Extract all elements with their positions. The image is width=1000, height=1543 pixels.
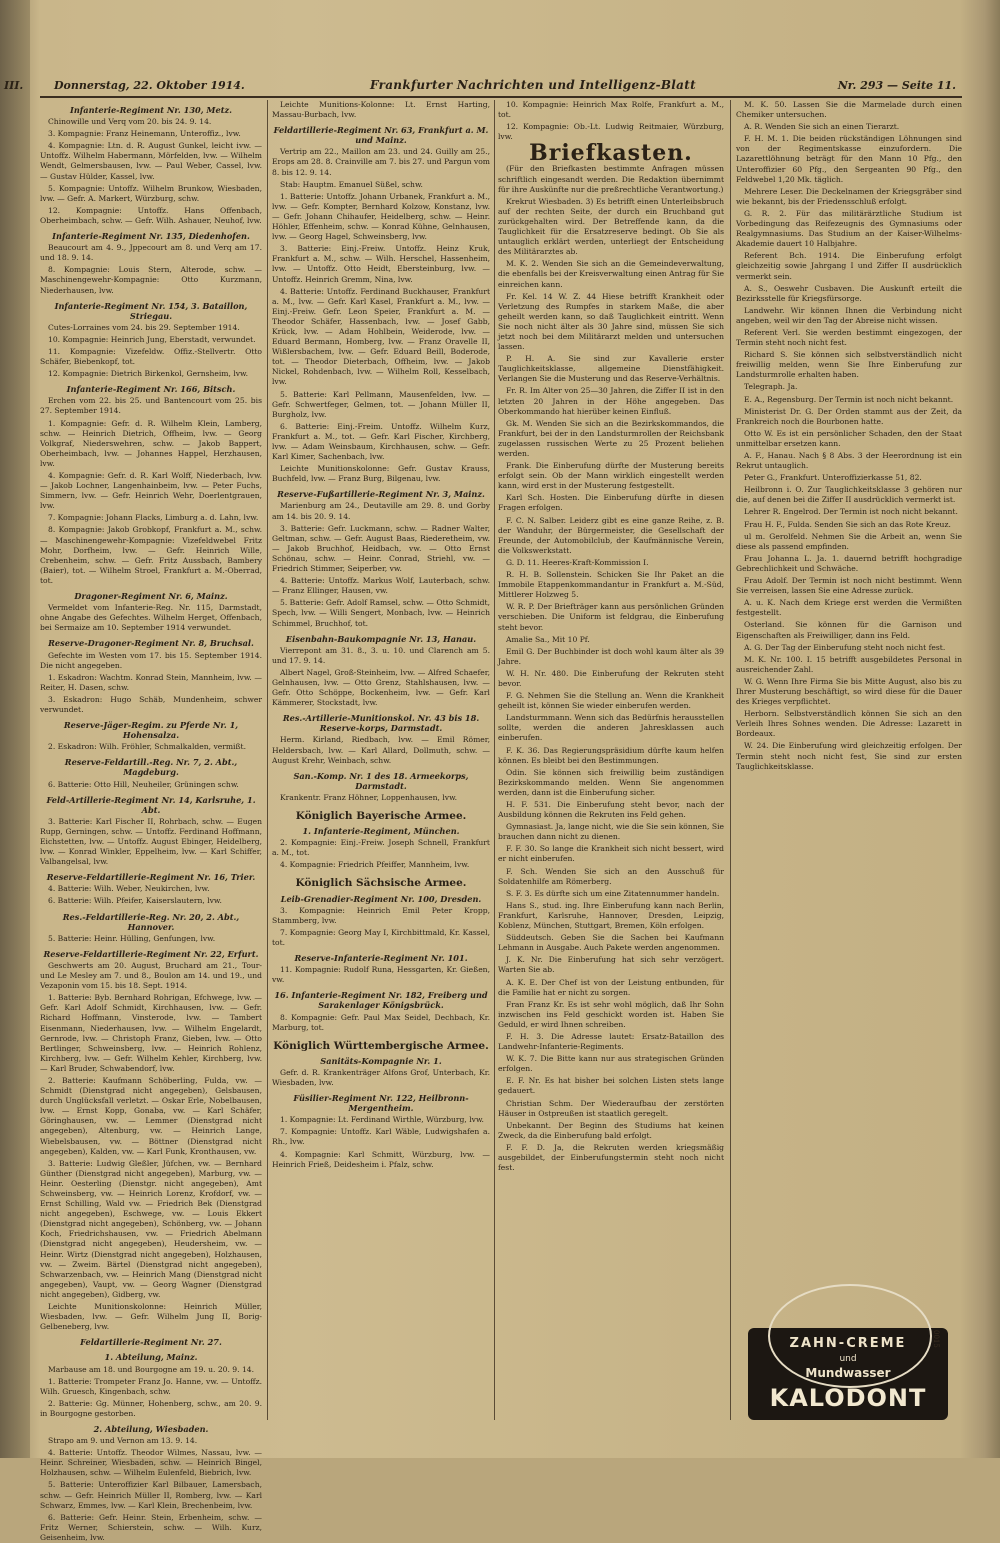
text-paragraph: F. Sch. Wenden Sie sich an den Ausschuß für Soldatenhilfe am Römerberg. (498, 866, 724, 886)
text-paragraph: F. H. M. 1. Die beiden rückständigen Löhnungen sind von der Regimentskasse einzufordern. Die Lazarettlöhnung beträgt für den Mann 10 Pfg., den Unteroffizier 60 Pfg., den Sergeanten 90 Pfg., den Feldwebel 1,20 Mk. täglich. (736, 134, 962, 184)
text-paragraph: Vertrip am 22., Maillon am 23. und 24. Guilly am 25., Erops am 28. 8. Crainville am 7. bis 27. und Pargun vom 8. bis 12. 9. 14. (272, 147, 490, 177)
section-heading: Infanterie-Regiment Nr. 154, 3. Bataillon, Striegau. (54, 300, 248, 321)
column-2 (272, 100, 490, 1420)
section-heading: 1. Abteilung, Mainz. (104, 1352, 198, 1363)
page-number: Nr. 293 — Seite 11. (837, 79, 956, 92)
text-paragraph: 4. Batterie: Untoffz. Ferdinand Buckhauser, Frankfurt a. M., lvw. — Gefr. Karl Kasel, Frankfurt a. M., lvw. — Einj.-Freiw. Gefr. Leon Speier, Frankfurt a. M. — Theodor Schäfer, Hassenbach, lvw. — Josef Gabb, Krück, lvw. — Adam Hohlbein, Weiderode, lvw. — Eduard Bermann, Homberg, lvw. — Franz Oravelle II, Wißlersbachem, lvw. — Gefr. Eduard Beill, Boderode, tot. — Theodor Dieterbach, Offheim, lvw. — Jakob Nickel, Rohdenbach, lvw. — Wilhelm Roll, Kesselbach, lvw. (272, 286, 490, 387)
text-paragraph: E. A., Regensburg. Der Termin ist noch nicht bekannt. (744, 394, 954, 404)
section-heading: Feld-Artillerie-Regiment Nr. 14, Karlsruhe, 1. Abt. (46, 794, 256, 815)
text-paragraph: Krekrut Wiesbaden. 3) Es betrifft einen Unterleibsbruch auf der rechten Seite, der durch ein Bruchband gut zurückgehalten wird. Der Betreffende kann, da die Tauglichkeit für die Ersatzreserve bedingt. Ob Sie als untauglich erklärt werden, unterliegt der Entscheidung des Militärarztes ab. (498, 196, 724, 257)
section-heading: Sanitäts-Kompagnie Nr. 1. (320, 1055, 442, 1066)
text-paragraph: 6. Batterie: Otto Hill, Neuheiler, Grüningen schw. (48, 779, 239, 789)
army-heading: Königlich Sächsische Armee. (295, 877, 467, 890)
section-heading: 1. Infanterie-Regiment, München. (302, 826, 460, 837)
text-paragraph: 1. Batterie: Trompeter Franz Jo. Hanne, vw. — Untoffz. Wilh. Gruesch, Kingenbach, schw. (40, 1376, 262, 1396)
text-paragraph: 10. Kompagnie: Heinrich Max Rolfe, Frankfurt a. M., tot. (498, 100, 724, 120)
header-left-fragment: III. (4, 79, 24, 92)
masthead: Frankfurter Nachrichten und Intelligenz-Blatt (370, 78, 696, 92)
text-paragraph: 11. Kompagnie: Rudolf Runa, Hessgarten, Kr. Gießen, vw. (272, 965, 490, 985)
text-paragraph: 6. Batterie: Wilh. Pfeifer, Kaiserslautern, lvw. (48, 896, 222, 906)
text-paragraph: Süddeutsch. Geben Sie die Sachen bei Kaufmann Lehmann in Ausgabe. Auch Pakete werden angenommen. (498, 933, 724, 953)
text-paragraph: 1. Kompagnie: Lt. Ferdinand Wirthle, Würzburg, lvw. (280, 1115, 484, 1125)
text-paragraph: (Für den Briefkasten bestimmte Anfragen müssen schriftlich eingesandt werden. Die Redaktion übernimmt für ihre Auskünfte nur die preßrechtliche Verantwortung.) (498, 164, 724, 194)
text-paragraph: 3. Batterie: Ludwig Gleßler, Jüfchen, vw. — Bernhard Günther (Dienstgrad nicht angegeben), Marburg, vw. — Heinr. Oesterling (Dienstgr. nicht angegeben), Amt Schweinsberg, vw. — Heinrich Lorenz, Krofdorf, vw. — Ernst Schilling, Wald vw. — Friedrich Bek (Dienstgrad nicht angegeben), Eschwege, vw. — Louis Ekkert (Dienstgrad nicht angegeben), Schönberg, vw. — Johann Koch, Friedrichshausen, vw. — Friedrich Abelmann (Dienstgrad nicht angegeben), Heudersheim, vw. — Heinr. Wirtz (Dienstgrad nicht angegeben), Holzhausen, vw. — Zweim. Bärtel (Dienstgrad nicht angegeben), Schwarzenbach, vw. — Heinrich Mang (Dienstgrad nicht angegeben), Vaupt, vw. — Georg Wagner (Dienstgrad nicht angegeben), Gidberg, vw. (40, 1158, 262, 1299)
text-paragraph: Peter G., Frankfurt. Unteroffizierkasse 51, 82. (744, 473, 922, 483)
text-paragraph: M. K. 50. Lassen Sie die Marmelade durch einen Chemiker untersuchen. (736, 100, 962, 120)
text-paragraph: Herborn. Selbstverständlich können Sie sich an den Verleih Ihres Sohnes wenden. Die Adresse: Lazarett in Bordeaux. (736, 709, 962, 739)
text-paragraph: A. G. Der Tag der Einberufung steht noch nicht fest. (744, 642, 946, 652)
text-paragraph: 2. Batterie: Kaufmann Schöberling, Fulda, vw. — Schmidt (Dienstgrad nicht angegeben), Gelsbausen, durch Unglücksfall verletzt. — Oskar Erle, Nobelbausen, lvw. — Ernst Kopp, Gonaba, vw. — Karl Schäfer, Göringhausen, vw. — Lemmer (Dienstgrad nicht angegeben), Altenburg, vw. — Heinrich Lange, Wiebelsbausen, vw. — Böttner (Dienstgrad nicht angegeben), Kalden, vw. — Karl Funk, Kronthausen, vw. (40, 1075, 262, 1156)
text-paragraph: Fr. Kel. 14 W. Z. 44 Hiese betrifft Krankheit oder Verletzung des Rumpfes in starkem Maße, die aber geheilt werden kann, so daß Tauglichkeit eintritt. Wenn Sie noch nicht älter als 30 Jahre sind, müssen Sie sich jetzt noch bei dem Militärarzt melden und untersuchen lassen. (498, 291, 724, 352)
text-paragraph: 2. Kompagnie: Einj.-Freiw. Joseph Schnell, Frankfurt a. M., tot. (272, 838, 490, 858)
section-heading: Leib-Grenadier-Regiment Nr. 100, Dresden. (280, 893, 482, 904)
text-paragraph: 3. Kompagnie: Franz Heinemann, Unteroffiz., lvw. (48, 129, 241, 139)
text-paragraph: 4. Batterie: Wilh. Weber, Neukirchen, lvw. (48, 884, 210, 894)
section-heading: 2. Abteilung, Wiesbaden. (93, 1423, 209, 1434)
section-heading: Reserve-Dragoner-Regiment Nr. 8, Bruchsal. (48, 638, 254, 649)
text-paragraph: Leichte Munitionskolonne: Heinrich Müller, Wiesbaden, lvw. — Gefr. Wilhelm Jung II, Borig-Gelbeneberg, lvw. (40, 1302, 262, 1332)
text-paragraph: 2. Batterie: Gg. Münner, Hohenberg, schw., am 20. 9. in Bourgogne gestorben. (40, 1398, 262, 1418)
text-paragraph: W. 24. Die Einberufung wird gleichzeitig erfolgen. Der Termin steht noch nicht fest, Sie sind zur ersten Tauglichkeitsklasse. (736, 741, 962, 771)
text-paragraph: Telegraph. Ja. (744, 382, 798, 392)
text-paragraph: S. F. 3. Es dürfte sich um eine Zitatennummer handeln. (506, 888, 720, 898)
text-paragraph: 1. Batterie: Untoffz. Johann Urbanek, Frankfurt a. M., lvw. — Gefr. Kompter, Bernhard Kolzow, Konstanz, lvw. — Gefr. Johann Chihaufer, Heidelberg, schw. — Heinr. Höhler, Effenheim, schw. — Konrad Kühne, Gelnhausen, lvw. — Georg Hagel, Schweinsberg, lvw. (272, 191, 490, 242)
text-paragraph: Amalie Sa., Mit 10 Pf. (506, 634, 590, 644)
section-heading: Dragoner-Regiment Nr. 6, Mainz. (74, 591, 228, 602)
ad-line-zahncreme: ZAHN-CREME (789, 1336, 907, 1351)
text-paragraph: Referent Verl. Sie werden bestimmt eingezogen, der Termin steht noch nicht fest. (736, 327, 962, 348)
text-paragraph: Christian Schm. Der Wiederaufbau der zerstörten Häuser in Ostpreußen ist staatlich geregelt. (498, 1098, 724, 1118)
text-paragraph: 5. Batterie: Heinr. Hülling, Genfungen, lvw. (48, 933, 216, 943)
text-paragraph: Ministerist Dr. G. Der Orden stammt aus der Zeit, da Frankreich noch die Bourbonen hatte. (736, 406, 962, 426)
text-paragraph: 5. Batterie: Unteroffizier Karl Bilbauer, Lamersbach, schw. — Gefr. Heinrich Müller II, Romberg, lvw. — Karl Schwarz, Emmes, lvw. — Karl Klein, Brechenbeim, lvw. (40, 1480, 262, 1510)
text-paragraph: 1. Batterie: Byb. Bernhard Rohrigan, Efchwege, lvw. — Gefr. Karl Adolf Schmidt, Kirchhausen, lvw. — Gefr. Richard Hoffmann, Vinsterode, lvw. — Tambert Eisenmann, Niederhausen, lvw. — Wilhelm Engelardt, Gernrode, lvw. — Christoph Franz, Gieben, lvw. — Otto Bertlinger, Schweinsberg, lvw. — Heinrich Rohlenz, Kirchberg, lvw. — Gefr. Wilhelm Kehler, Kirchberg, lvw. — Karl Bruder, Schwabendorf, lvw. (40, 993, 262, 1073)
section-heading: Reserve-Feldartillerie-Regiment Nr. 16, Trier. (46, 872, 256, 883)
text-paragraph: F. F. D. Ja, die Rekruten werden kriegsmäßig ausgebildet, der Einberufungstermin steht noch nicht fest. (498, 1142, 724, 1173)
text-paragraph: F. C. N. Salber. Leiderz gibt es eine ganze Reihe, z. B. der Wanduhr, der Bürgermeister, die Gesellschaft der Freunde, der Automobilclub, der Kaufmännische Verein, die Volkswerkstatt. (498, 515, 724, 555)
text-paragraph: A. R. Wenden Sie sich an einen Tierarzt. (744, 122, 900, 132)
text-paragraph: 1. Eskadron: Wachtm. Konrad Stein, Mannheim, lvw. — Reiter, H. Dasen, schw. (40, 672, 262, 692)
section-heading: Infanterie-Regiment Nr. 135, Diedenhofen. (52, 231, 250, 242)
text-paragraph: Strapo am 9. und Vernon am 13. 9. 14. (48, 1436, 198, 1446)
text-paragraph: 8. Kompagnie: Jakob Grobkopf, Frankfurt a. M., schw. — Maschinengewehr-Kompagnie: Vizefeldwebel Fritz Mohr, Dorfheim, lvw. — Gefr. Heinrich Wille, Crebenheim, schw. — Gefr. Fritz Aussbach, Bambery (Baier), tot. — Wilhelm Stroel, Frankfurt a. M.-Oberrad, tot. (40, 525, 262, 585)
text-paragraph: Richard S. Sie können sich selbstverständlich nicht freiwillig melden, wenn Sie Ihre Einberufung zur Landsturmrolle erhalten haben. (736, 350, 962, 380)
text-paragraph: 4. Kompagnie: Friedrich Pfeiffer, Mannheim, lvw. (280, 860, 470, 870)
text-paragraph: W. R. P. Der Briefträger kann aus persönlichen Gründen verschieben. Die Uniform ist feldgrau, die Einberufung steht bevor. (498, 602, 724, 632)
section-heading: 16. Infanterie-Regiment Nr. 182, Freiberg und Sarakenlager Königsbrück. (274, 990, 488, 1011)
text-paragraph: 8. Kompagnie: Louis Stern, Alterode, schw. — Maschinengewehr-Kompagnie: Otto Kurzmann, Niederhausen, lvw. (40, 265, 262, 295)
text-paragraph: Erchen vom 22. bis 25. und Bantencourt vom 25. bis 27. September 1914. (40, 396, 262, 416)
text-paragraph: 6. Batterie: Gefr. Heinr. Stein, Erbenheim, schw. — Fritz Werner, Schierstein, schw. — Wilh. Kurz, Geisenheim, lvw. (40, 1512, 262, 1542)
text-paragraph: Marbause am 18. und Bourgogne am 19. u. 20. 9. 14. (48, 1364, 255, 1374)
kalodont-advertisement (748, 1328, 948, 1420)
text-paragraph: W. K. 7. Die Bitte kann nur aus strategischen Gründen erfolgen. (498, 1054, 724, 1074)
text-paragraph: 3. Batterie: Gefr. Luckmann, schw. — Radner Walter, Geltman, schw. — Gefr. August Baas, Riederetheim, vw. — Jakob Bruchhof, Heidbach, vw. — Otto Ernst Schönau, schw. — Heinr. Conrad, Striehl, vw. — Friedrich Stimmer, Seiperber, vw. (272, 523, 490, 574)
text-paragraph: E. F. Nr. Es hat bisher bei solchen Listen stets lange gedauert. (498, 1076, 724, 1096)
text-paragraph: ul m. Gerolfeld. Nehmen Sie die Arbeit an, wenn Sie diese als passend empfinden. (736, 531, 962, 551)
text-paragraph: F. F. 30. So lange die Krankheit sich nicht bessert, wird er nicht einberufen. (498, 844, 724, 864)
section-heading: San.-Komp. Nr. 1 des 18. Armeekorps, Darmstadt. (293, 770, 469, 791)
column-rule (730, 100, 731, 1420)
text-paragraph: Cutes-Lorraines vom 24. bis 29. September 1914. (48, 322, 240, 332)
text-paragraph: A. S., Oeswehr Cusbaven. Die Auskunft erteilt die Bezirksstelle für Kriegsfürsorge. (736, 283, 962, 303)
text-paragraph: Vermeldet vom Infanterie-Reg. Nr. 115, Darmstadt, ohne Angabe des Gefechtes. Wilhelm Herget, Offenbach, bei Sermaize am 10. September 1914 verwundet. (40, 603, 262, 633)
ad-line-und: und (839, 1354, 857, 1364)
text-paragraph: G. R. 2. Für das militärärztliche Studium ist Vorbedingung das Reifezeugnis des Gymnasiums oder Realgymnasiums. Das Studium an der Kaiser-Wilhelms-Akademie dauert 10 Halbjahre. (736, 208, 962, 249)
text-paragraph: Leichte Munitions-Kolonne: Lt. Ernst Harting, Massau-Burbach, lvw. (272, 100, 490, 120)
text-paragraph: Frau Johanna L. Ja. 1. dauernd betrifft hochgradige Gebrechlichkeit und Schwäche. (736, 553, 962, 573)
text-paragraph: P. H. A. Sie sind zur Kavallerie erster Tauglichkeitsklasse, allgemeine Dienstfähigkeit. Verlangen Sie die Musterung und das Reserve-Verhältnis. (498, 354, 724, 384)
text-paragraph: 3. Batterie: Karl Fischer II, Rohrbach, schw. — Eugen Rupp, Gerningen, schw. — Untoffz. Ferdinand Hoffmann, Eichstetten, lvw. — Untoffz. August Ebinger, Heidelberg, lvw. — Konrad Winkler, Eppelheim, lvw. — Karl Schiffer, Valbangelsal, lvw. (40, 816, 262, 867)
text-paragraph: Albert Nagel, Groß-Steinheim, lvw. — Alfred Schaefer, Gelnhausen, lvw. — Otto Grenz, Stahlshausen, lvw. — Gefr. Otto Schöppe, Bockenheim, lvw. — Gefr. Karl Kämmerer, Stockstadt, lvw. (272, 667, 490, 708)
army-heading: Königlich Württembergische Armee. (273, 1039, 489, 1052)
section-heading: Reserve-Fußartillerie-Regiment Nr. 3, Mainz. (277, 489, 485, 500)
page-header (4, 76, 962, 98)
text-paragraph: Geschwerts am 20. August, Bruchard am 21., Tour- und Le Mesley am 7. und 8., Boulon am 14. und 19., und Vezaponin vom 15. bis 18. Sept. 1914. (40, 960, 262, 991)
section-heading: Feldartillerie-Regiment Nr. 27. (80, 1337, 222, 1348)
text-paragraph: Gymnasiast. Ja, lange nicht, wie die Sie sein können, Sie brauchen dann nicht zu dienen. (498, 822, 724, 842)
text-paragraph: Gefr. d. R. Krankenträger Alfons Grof, Unterbach, Kr. Wiesbaden, lvw. (272, 1067, 490, 1087)
text-paragraph: Landsturmmann. Wenn sich das Bedürfnis herausstellen sollte, werden die anderen Jahresklassen auch einberufen. (498, 713, 724, 743)
text-paragraph: F. G. Nehmen Sie die Stellung an. Wenn die Krankheit geheilt ist, können Sie wieder einberufen werden. (498, 691, 724, 711)
text-paragraph: 3. Eskadron: Hugo Schäb, Mundenheim, schwer verwundet. (40, 694, 262, 714)
text-paragraph: 4. Kompagnie: Ltn. d. R. August Gunkel, leicht ivw. — Untoffz. Wilhelm Habermann, Mörfelden, lvw. — Wilhelm Wendt, Gelmersbausen, lvw. — Paul Weber, Cassel, lvw. — Gustav Hülder, Kassel, lvw. (40, 141, 262, 181)
text-paragraph: 3. Kompagnie: Heinrich Emil Peter Kropp, Stammberg, lvw. (272, 905, 490, 925)
section-heading: Füsilier-Regiment Nr. 122, Heilbronn-Mergentheim. (293, 1093, 469, 1114)
text-paragraph: Otto W. Es ist ein persönlicher Schaden, den der Staat unmittelbar ersetzen kann. (736, 428, 962, 448)
text-paragraph: Fran Franz Kr. Es ist sehr wohl möglich, daß Ihr Sohn inzwischen ins Feld geschickt worden ist. Haben Sie Geduld, er wird Ihnen schreiben. (498, 999, 724, 1029)
section-heading: Reserve-Jäger-Regim. zu Pferde Nr. 1, Hohensalza. (63, 720, 239, 741)
text-paragraph: 7. Kompagnie: Untoffz. Karl Wäble, Ludwigshafen a. Rh., lvw. (272, 1127, 490, 1147)
text-paragraph: Karl Sch. Hosten. Die Einberufung dürfte in diesen Fragen erfolgen. (498, 493, 724, 513)
text-paragraph: Hans S., stud. ing. Ihre Einberufung kann nach Berlin, Frankfurt, Karlsruhe, Hannover, Dresden, Leipzig, Koblenz, München, Stuttgart, Bremen, Köln erfolgen. (498, 900, 724, 931)
text-paragraph: G. D. 11. Heeres-Kraft-Kommission I. (506, 557, 649, 567)
text-paragraph: H. F. 531. Die Einberufung steht bevor, nach der Ausbildung können die Rekruten ins Feld gehen. (498, 800, 724, 820)
text-paragraph: Frau Adolf. Der Termin ist noch nicht bestimmt. Wenn Sie verreisen, lassen Sie eine Adresse zurück. (736, 576, 962, 596)
text-paragraph: Osterland. Sie können für die Garnison und Eigenschaften als Freiwilliger, dann ins Feld. (736, 620, 962, 640)
section-heading: Infanterie-Regiment Nr. 166, Bitsch. (66, 384, 236, 395)
briefkasten-title: Briefkasten. (529, 140, 693, 167)
section-heading: Res.-Feldartillerie-Reg. Nr. 20, 2. Abt., Hannover. (62, 911, 240, 932)
section-heading: Eisenbahn-Baukompagnie Nr. 13, Hanau. (285, 633, 477, 644)
text-paragraph: Krankentr. Franz Höhner, Loppenhausen, lvw. (280, 792, 458, 802)
text-paragraph: 12. Kompagnie: Untoffz. Hans Offenbach, Oberheimbach, schw. — Gefr. Wilh. Ashauer, Neuhof, lvw. (40, 205, 262, 225)
text-paragraph: 6. Batterie: Einj.-Freim. Untoffz. Wilhelm Kurz, Frankfurt a. M., tot. — Gefr. Karl Fischer, Kirchberg, lvw. — Adam Weinsbaum, Kirchhausen, schw. — Gefr. Karl Kimer, Sachenbach, lvw. (272, 421, 490, 462)
text-paragraph: 4. Kompagnie: Gefr. d. R. Karl Wolff, Niederbach, lvw. — Jakob Lochner, Langenhainbeim, lvw. — Peter Fuchs, Simmern, lvw. — Gefr. Heinrich Wehr, Doerlentgrauen, lvw. (40, 471, 262, 511)
text-paragraph: Chinowille und Verq vom 20. bis 24. 9. 14. (48, 117, 212, 127)
section-heading: Reserve-Infanterie-Regiment Nr. 101. (294, 953, 468, 964)
section-heading: Reserve-Feldartill.-Reg. Nr. 7, 2. Abt., Magdeburg. (64, 757, 238, 778)
text-paragraph: Gefechte im Westen vom 17. bis 15. September 1914. Die nicht angegeben. (40, 650, 262, 670)
text-paragraph: J. K. Nr. Die Einberufung hat sich sehr verzögert. Warten Sie ab. (498, 955, 724, 975)
text-paragraph: Frau H. F., Fulda. Senden Sie sich an das Rote Kreuz. (744, 519, 951, 529)
text-paragraph: 10. Kompagnie: Heinrich Jung, Eberstadt, verwundet. (48, 334, 256, 344)
text-paragraph: 5. Kompagnie: Untoffz. Wilhelm Brunkow, Wiesbaden, lvw. — Gefr. A. Markert, Würzburg, schw. (40, 183, 262, 203)
text-paragraph: Leichte Munitionskolonne: Gefr. Gustav Krauss, Buchfeld, lvw. — Franz Burg, Bilgenau, lvw. (272, 464, 490, 484)
column-rule (494, 100, 495, 1420)
text-paragraph: 12. Kompagnie: Ob.-Lt. Ludwig Reitmaier, Würzburg, lvw. (498, 122, 724, 142)
text-paragraph: Fr. R. Im Alter von 25—30 Jahren, die Ziffer II ist in den letzten 20 Jahren in der Höhe angegeben. Das Oberkommando hat hierüber keinen Einfluß. (498, 386, 724, 416)
section-heading: Reserve-Feldartillerie-Regiment Nr. 22, Erfurt. (43, 948, 259, 959)
text-paragraph: 5. Batterie: Karl Pellmann, Mausenfelden, lvw. — Gefr. Schwertfeger, Gelmen, tot. — Johann Müller II, Burgholz, lvw. (272, 389, 490, 419)
text-paragraph: 7. Kompagnie: Georg May I, Kirchbittmald, Kr. Kassel, tot. (272, 927, 490, 947)
text-paragraph: A. K. E. Der Chef ist von der Leistung entbunden, für die Familie hat er nicht zu sorgen. (498, 977, 724, 997)
text-paragraph: Landwehr. Wir können Ihnen die Verbindung nicht angeben, weil wir den Tag der Abreise nicht wissen. (736, 305, 962, 325)
text-paragraph: 4. Kompagnie: Karl Schmitt, Würzburg, lvw. — Heinrich Frieß, Deidesheim i. Pfalz, schw. (272, 1149, 490, 1169)
column-4 (736, 100, 962, 1420)
text-paragraph: 5. Batterie: Gefr. Adolf Ramsel, schw. — Otto Schmidt, Spech, lvw. — Willi Sengert, Monbach, lvw. — Heinrich Schimmel, Bruchhof, tot. (272, 598, 490, 628)
text-paragraph: 3. Batterie: Einj.-Freiw. Untoffz. Heinz Kruk, Frankfurt a. M., schw. — Wilh. Herschel, Hassenheim, lvw. — Untoffz. Otto Heidt, Ebersteinburg, lvw. — Untoffz. Heinrich Gremm, Nina, lvw. (272, 244, 490, 284)
ad-brand: KALODONT (769, 1384, 927, 1412)
text-paragraph: Gk. M. Wenden Sie sich an die Bezirkskommandos, die Frankfurt, bei der in den Landsturmrollen der Reichsbank zugelassen russischen Werte zu 25 Prozent beliehen werden. (498, 418, 724, 458)
text-paragraph: 4. Batterie: Untoffz. Theodor Wilmes, Nassau, lvw. — Heinr. Schreiner, Wiesbaden, schw. — Heinrich Bingel, Holzhausen, schw. — Wilhelm Eulenfeld, Biebrich, lvw. (40, 1448, 262, 1478)
ad-line-mundwasser: Mundwasser (805, 1366, 891, 1380)
text-paragraph: 8. Kompagnie: Gefr. Paul Max Seidel, Dechbach, Kr. Marburg, tot. (272, 1012, 490, 1032)
text-paragraph: R. H. B. Sollenstein. Schicken Sie Ihr Paket an die Immobile Etappenkommandantur in Frankfurt a. M.-Süd, Mittlerer Holzweg 5. (498, 570, 724, 600)
text-paragraph: Beaucourt am 4. 9., Jppecourt am 8. und Verq am 17. und 18. 9. 14. (40, 243, 262, 263)
header-date: Donnerstag, 22. Oktober 1914. (54, 79, 245, 92)
text-paragraph: Herm. Kirland, Riedbach, lvw. — Emil Römer, Heldersbach, lvw. — Karl Allard, Dollmuth, schw. — August Krehr, Weinbach, schw. (272, 735, 490, 765)
archive-mark: 0015 (932, 1330, 940, 1348)
text-paragraph: Odin. Sie können sich freiwillig beim zuständigen Bezirkskommando melden. Wenn Sie angenommen werden, dann ist die Einberufung sicher. (498, 767, 724, 797)
text-paragraph: 12. Kompagnie: Dietrich Birkenkol, Gernsheim, lvw. (48, 369, 249, 379)
column-rule (267, 100, 268, 1420)
text-paragraph: Emil G. Der Buchbinder ist doch wohl kaum älter als 39 Jahre. (498, 646, 724, 666)
text-paragraph: 2. Eskadron: Wilh. Fröhler, Schmalkalden, vermißt. (48, 742, 247, 752)
text-paragraph: Frank. Die Einberufung dürfte der Musterung bereits erfolgt sein. Ob der Mann wirklich eingestellt werden kann, wird erst in der Musterung festgestellt. (498, 461, 724, 491)
text-paragraph: W. H. Nr. 480. Die Einberufung der Rekruten steht bevor. (498, 668, 724, 688)
text-paragraph: Marienburg am 24., Deutaville am 29. 8. und Gorby am 14. bis 20. 9. 14. (272, 501, 490, 521)
text-paragraph: A. F., Hanau. Nach § 8 Abs. 3 der Heerordnung ist ein Rekrut untauglich. (736, 451, 962, 471)
section-heading: Res.-Artillerie-Munitionskol. Nr. 43 bis 18. Reserve-korps, Darmstadt. (282, 713, 480, 734)
binding-gutter (0, 0, 30, 1458)
text-paragraph: Mehrere Leser. Die Deckelnamen der Kriegsgräber sind wie bekannt, bis der Friedensschluß erfolgt. (736, 186, 962, 206)
section-heading: Infanterie-Regiment Nr. 130, Metz. (70, 105, 232, 115)
text-paragraph: 4. Batterie: Untoffz. Markus Wolf, Lauterbach, schw. — Franz Ellinger, Hausen, vw. (272, 576, 490, 596)
text-paragraph: 11. Kompagnie: Vizefeldw. Offiz.-Stellvertr. Otto Schäfer, Biebenkopf, tot. (40, 346, 262, 367)
column-3 (498, 100, 724, 1420)
section-heading: Feldartillerie-Regiment Nr. 63, Frankfurt a. M. und Mainz. (273, 125, 489, 146)
text-paragraph: 7. Kompagnie: Johann Flacks, Limburg a. d. Lahn, lvw. (48, 513, 259, 523)
text-paragraph: F. K. 36. Das Regierungspräsidium dürfte kaum helfen können. Es bleibt bei den Bestimmungen. (498, 745, 724, 765)
text-paragraph: W. G. Wenn Ihre Firma Sie bis Mitte August, also bis zu Ihrer Musterung beschäftigt, so wird diese für die Dauer des Krieges verpflichtet. (736, 676, 962, 707)
text-paragraph: Heilbronn i. O. Zur Tauglichkeitsklasse 3 gehören nur die, auf denen bei die Ziffer II ausdrücklich vermerkt ist. (736, 485, 962, 505)
text-paragraph: M. K. Nr. 100. I. 15 betrifft ausgebildetes Personal in ausreichender Zahl. (736, 654, 962, 674)
text-paragraph: Lehrer R. Engelrod. Der Termin ist noch nicht bekannt. (744, 507, 958, 517)
army-heading: Königlich Bayerische Armee. (295, 810, 467, 822)
text-paragraph: 1. Kompagnie: Gefr. d. R. Wilhelm Klein, Lamberg, schw. — Heinrich Dietrich, Offheim, lvw. — Georg Volkgraf, Niederswehren, schw. — Jakob Bappert, Oberheimbach, lvw. — Johannes Happel, Herzhausen, lvw. (40, 418, 262, 468)
text-paragraph: Vierrepont am 31. 8., 3. u. 10. und Clarench am 5. und 17. 9. 14. (272, 645, 490, 665)
text-paragraph: Stab: Hauptm. Emanuel Süßel, schw. (280, 179, 423, 189)
text-paragraph: M. K. 2. Wenden Sie sich an die Gemeindeverwaltung, die ebenfalls bei der Kreisverwaltung einen Antrag für Sie einreichen kann. (498, 259, 724, 289)
text-paragraph: F. H. 3. Die Adresse lautet: Ersatz-Bataillon des Landwehr-Infanterie-Regiments. (498, 1031, 724, 1052)
text-paragraph: A. u. K. Nach dem Kriege erst werden die Vermißten festgestellt. (736, 598, 962, 618)
column-1 (40, 100, 262, 1542)
text-paragraph: Unbekannt. Der Beginn des Studiums hat keinen Zweck, da die Einberufung bald erfolgt. (498, 1120, 724, 1140)
text-paragraph: Referent Bch. 1914. Die Einberufung erfolgt gleichzeitig sowie Jahrgang I und Ziffer II ausdrücklich vermerkt sein. (736, 251, 962, 281)
